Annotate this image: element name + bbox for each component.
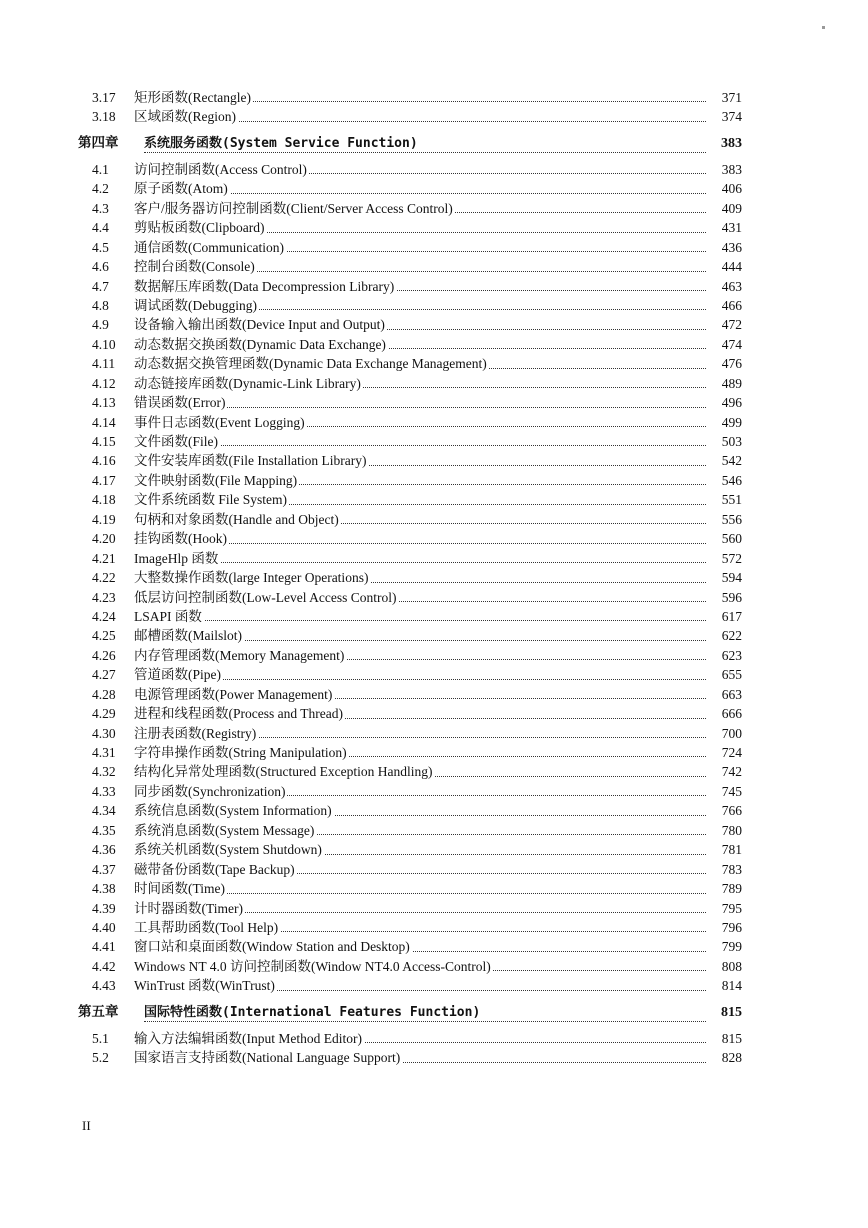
entry-title-wrap bbox=[134, 199, 706, 218]
entry-page-number: 724 bbox=[706, 743, 742, 762]
entry-title-wrap bbox=[134, 471, 706, 490]
section-number: 4.42 bbox=[92, 958, 116, 974]
entry-page-number: 560 bbox=[706, 529, 742, 548]
section-number: 4.36 bbox=[92, 842, 116, 858]
toc-section-entry bbox=[78, 743, 742, 762]
section-number: 4.23 bbox=[92, 589, 116, 605]
entry-title-wrap bbox=[134, 413, 706, 432]
section-number: 4.20 bbox=[92, 531, 116, 547]
entry-page-number: 466 bbox=[706, 296, 742, 315]
section-number: 5.2 bbox=[92, 1050, 109, 1066]
entry-page-number: 814 bbox=[706, 976, 742, 995]
entry-title-wrap bbox=[134, 762, 706, 781]
entry-title-wrap bbox=[134, 160, 706, 179]
toc-section-entry bbox=[78, 374, 742, 393]
entry-page-number: 742 bbox=[706, 762, 742, 781]
section-number: 4.33 bbox=[92, 783, 116, 799]
entry-page-number: 655 bbox=[706, 665, 742, 684]
dot-leader bbox=[134, 620, 706, 621]
entry-page-number: 799 bbox=[706, 937, 742, 956]
entry-title-wrap bbox=[134, 529, 706, 548]
entry-page-number: 431 bbox=[706, 218, 742, 237]
toc-section-entry bbox=[78, 1029, 742, 1048]
toc-section-entry bbox=[78, 315, 742, 334]
entry-title: 文件安装库函数(File Installation Library) bbox=[134, 453, 367, 469]
entry-title-wrap bbox=[134, 1048, 706, 1067]
section-number: 4.22 bbox=[92, 570, 116, 586]
dot-leader bbox=[144, 152, 706, 153]
toc-section-entry bbox=[78, 510, 742, 529]
entry-page-number: 828 bbox=[706, 1048, 742, 1067]
toc-section-entry bbox=[78, 160, 742, 179]
entry-title: 同步函数(Synchronization) bbox=[134, 783, 286, 799]
toc-section-entry bbox=[78, 179, 742, 198]
entry-title-wrap bbox=[134, 743, 706, 762]
section-number: 4.9 bbox=[92, 317, 109, 333]
entry-title: 设备输入输出函数(Device Input and Output) bbox=[134, 317, 385, 333]
section-number: 4.39 bbox=[92, 900, 116, 916]
entry-title-wrap bbox=[134, 607, 706, 626]
entry-title: 系统服务函数(System Service Function) bbox=[144, 135, 418, 151]
toc-section-entry bbox=[78, 393, 742, 412]
toc-section-entry bbox=[78, 918, 742, 937]
toc-section-entry bbox=[78, 724, 742, 743]
entry-page-number: 546 bbox=[706, 471, 742, 490]
entry-title: 系统信息函数(System Information) bbox=[134, 803, 332, 819]
toc-section-entry bbox=[78, 277, 742, 296]
entry-title-wrap bbox=[134, 957, 706, 976]
dot-leader bbox=[144, 1021, 706, 1022]
entry-page-number: 700 bbox=[706, 724, 742, 743]
section-number: 4.38 bbox=[92, 881, 116, 897]
entry-page-number: 596 bbox=[706, 588, 742, 607]
entry-page-number: 622 bbox=[706, 626, 742, 645]
chapter-number: 第四章 bbox=[78, 134, 119, 151]
entry-title: 管道函数(Pipe) bbox=[134, 667, 221, 683]
toc-section-entry bbox=[78, 257, 742, 276]
section-number: 4.21 bbox=[92, 550, 116, 566]
entry-title-wrap bbox=[134, 976, 706, 995]
toc-section-entry bbox=[78, 704, 742, 723]
entry-title: 通信函数(Communication) bbox=[134, 239, 284, 255]
entry-title: 输入方法编辑函数(Input Method Editor) bbox=[134, 1030, 362, 1046]
section-number: 4.24 bbox=[92, 608, 116, 624]
entry-title-wrap bbox=[134, 626, 706, 645]
toc-section-entry bbox=[78, 413, 742, 432]
scan-speck bbox=[822, 26, 825, 29]
toc-section-entry bbox=[78, 354, 742, 373]
entry-title-wrap bbox=[134, 238, 706, 257]
toc-section-entry bbox=[78, 665, 742, 684]
toc-section-entry bbox=[78, 432, 742, 451]
entry-page-number: 766 bbox=[706, 801, 742, 820]
entry-title-wrap bbox=[134, 821, 706, 840]
toc-chapter-entry bbox=[78, 998, 742, 1027]
section-number: 4.35 bbox=[92, 822, 116, 838]
entry-title: 系统消息函数(System Message) bbox=[134, 822, 315, 838]
section-number: 4.13 bbox=[92, 395, 116, 411]
entry-title: 时间函数(Time) bbox=[134, 881, 226, 897]
entry-title: 内存管理函数(Memory Management) bbox=[134, 647, 345, 663]
entry-title: 原子函数(Atom) bbox=[134, 181, 228, 197]
toc-section-entry bbox=[78, 685, 742, 704]
toc-section-entry bbox=[78, 529, 742, 548]
entry-title: 调试函数(Debugging) bbox=[134, 297, 257, 313]
entry-title: 文件系统函数 File System) bbox=[134, 492, 288, 508]
entry-title-wrap bbox=[134, 374, 706, 393]
entry-title: 系统关机函数(System Shutdown) bbox=[134, 842, 322, 858]
entry-page-number: 476 bbox=[706, 354, 742, 373]
entry-title: 磁带备份函数(Tape Backup) bbox=[134, 861, 295, 877]
toc-section-entry bbox=[78, 840, 742, 859]
entry-page-number: 374 bbox=[706, 107, 742, 126]
entry-title-wrap bbox=[134, 315, 706, 334]
entry-title-wrap bbox=[134, 549, 706, 568]
section-number: 4.5 bbox=[92, 239, 109, 255]
toc-section-entry bbox=[78, 335, 742, 354]
entry-title-wrap bbox=[134, 568, 706, 587]
entry-page-number: 781 bbox=[706, 840, 742, 859]
entry-page-number: 617 bbox=[706, 607, 742, 626]
entry-title: 文件函数(File) bbox=[134, 434, 218, 449]
toc-section-entry bbox=[78, 801, 742, 820]
entry-page-number: 780 bbox=[706, 821, 742, 840]
section-number: 4.31 bbox=[92, 745, 116, 760]
entry-page-number: 436 bbox=[706, 238, 742, 257]
toc-section-entry bbox=[78, 899, 742, 918]
entry-page-number: 472 bbox=[706, 315, 742, 334]
entry-page-number: 463 bbox=[706, 277, 742, 296]
entry-page-number: 556 bbox=[706, 510, 742, 529]
entry-title-wrap bbox=[134, 646, 706, 665]
entry-title-wrap bbox=[134, 432, 706, 451]
section-number: 4.11 bbox=[92, 356, 116, 372]
entry-page-number: 489 bbox=[706, 374, 742, 393]
toc-section-entry bbox=[78, 88, 742, 107]
section-number: 4.29 bbox=[92, 706, 116, 722]
section-number: 4.15 bbox=[92, 434, 116, 449]
entry-title: ImageHlp 函数 bbox=[134, 550, 219, 566]
entry-title: 访问控制函数(Access Control) bbox=[134, 161, 307, 177]
entry-title-wrap bbox=[134, 937, 706, 956]
section-number: 4.12 bbox=[92, 375, 116, 391]
entry-title: 句柄和对象函数(Handle and Object) bbox=[134, 511, 339, 527]
entry-title-wrap bbox=[134, 451, 706, 470]
section-number: 4.2 bbox=[92, 181, 109, 197]
entry-title-wrap bbox=[134, 218, 706, 237]
toc-section-entry bbox=[78, 588, 742, 607]
toc-section-entry bbox=[78, 762, 742, 781]
section-number: 4.4 bbox=[92, 220, 109, 236]
entry-title: 计时器函数(Timer) bbox=[134, 900, 244, 916]
entry-title: 字符串操作函数(String Manipulation) bbox=[134, 745, 347, 760]
toc-section-entry bbox=[78, 107, 742, 126]
section-number: 4.41 bbox=[92, 939, 116, 955]
entry-title: 注册表函数(Registry) bbox=[134, 725, 257, 741]
toc-section-entry bbox=[78, 1048, 742, 1067]
entry-page-number: 796 bbox=[706, 918, 742, 937]
toc-section-entry bbox=[78, 471, 742, 490]
toc-section-entry bbox=[78, 860, 742, 879]
toc-section-entry bbox=[78, 957, 742, 976]
entry-page-number: 503 bbox=[706, 432, 742, 451]
entry-page-number: 542 bbox=[706, 451, 742, 470]
entry-title-wrap bbox=[134, 782, 706, 801]
section-number: 4.30 bbox=[92, 725, 116, 741]
toc-section-entry bbox=[78, 626, 742, 645]
entry-title: 窗口站和桌面函数(Window Station and Desktop) bbox=[134, 939, 410, 955]
entry-title: Windows NT 4.0 访问控制函数(Window NT4.0 Access-Control) bbox=[134, 958, 491, 974]
entry-title-wrap bbox=[134, 257, 706, 276]
entry-title-wrap bbox=[134, 840, 706, 859]
entry-page-number: 444 bbox=[706, 257, 742, 276]
chapter-number: 第五章 bbox=[78, 1003, 119, 1020]
entry-title: 进程和线程函数(Process and Thread) bbox=[134, 706, 343, 722]
toc-section-entry bbox=[78, 568, 742, 587]
entry-page-number: 572 bbox=[706, 549, 742, 568]
entry-title: 剪贴板函数(Clipboard) bbox=[134, 220, 265, 236]
entry-title: LSAPI 函数 bbox=[134, 608, 202, 624]
entry-page-number: 789 bbox=[706, 879, 742, 898]
toc-section-entry bbox=[78, 238, 742, 257]
entry-title-wrap bbox=[134, 107, 706, 126]
entry-title-wrap bbox=[134, 335, 706, 354]
entry-page-number: 815 bbox=[706, 998, 742, 1027]
section-number: 4.7 bbox=[92, 278, 109, 294]
entry-page-number: 496 bbox=[706, 393, 742, 412]
toc-section-entry bbox=[78, 199, 742, 218]
toc-section-entry bbox=[78, 549, 742, 568]
entry-page-number: 499 bbox=[706, 413, 742, 432]
entry-title: 事件日志函数(Event Logging) bbox=[134, 414, 305, 430]
entry-title-wrap bbox=[134, 860, 706, 879]
section-number: 4.26 bbox=[92, 647, 116, 663]
toc-section-entry bbox=[78, 782, 742, 801]
entry-title-wrap bbox=[134, 88, 706, 107]
toc-section-entry bbox=[78, 879, 742, 898]
section-number: 4.25 bbox=[92, 628, 116, 644]
entry-title-wrap bbox=[144, 998, 706, 1027]
entry-title: 数据解压库函数(Data Decompression Library) bbox=[134, 278, 395, 294]
entry-page-number: 551 bbox=[706, 490, 742, 509]
entry-title: WinTrust 函数(WinTrust) bbox=[134, 978, 275, 994]
entry-title: 挂钩函数(Hook) bbox=[134, 531, 227, 547]
toc-section-entry bbox=[78, 607, 742, 626]
entry-page-number: 383 bbox=[706, 129, 742, 158]
page-number: II bbox=[82, 1118, 91, 1133]
section-number: 4.8 bbox=[92, 297, 109, 313]
entry-title: 错误函数(Error) bbox=[134, 395, 226, 411]
toc-section-entry bbox=[78, 218, 742, 237]
toc-section-entry bbox=[78, 646, 742, 665]
entry-title-wrap bbox=[134, 704, 706, 723]
section-number: 4.3 bbox=[92, 200, 109, 216]
entry-title-wrap bbox=[134, 179, 706, 198]
section-number: 4.43 bbox=[92, 978, 116, 994]
section-number: 4.27 bbox=[92, 667, 116, 683]
entry-page-number: 383 bbox=[706, 160, 742, 179]
entry-page-number: 783 bbox=[706, 860, 742, 879]
table-of-contents bbox=[78, 88, 742, 1068]
section-number: 3.17 bbox=[92, 90, 116, 105]
section-number: 4.37 bbox=[92, 861, 116, 877]
toc-chapter-entry bbox=[78, 129, 742, 158]
entry-title: 动态数据交换函数(Dynamic Data Exchange) bbox=[134, 336, 386, 352]
entry-title: 控制台函数(Console) bbox=[134, 259, 255, 275]
entry-title: 区域函数(Region) bbox=[134, 109, 236, 125]
toc-section-entry bbox=[78, 821, 742, 840]
section-number: 4.19 bbox=[92, 511, 116, 527]
entry-title-wrap bbox=[134, 918, 706, 937]
entry-title-wrap bbox=[134, 899, 706, 918]
entry-title: 工具帮助函数(Tool Help) bbox=[134, 919, 279, 935]
entry-title-wrap bbox=[134, 685, 706, 704]
entry-title-wrap bbox=[134, 801, 706, 820]
entry-title-wrap bbox=[134, 296, 706, 315]
entry-page-number: 594 bbox=[706, 568, 742, 587]
toc-section-entry bbox=[78, 976, 742, 995]
entry-page-number: 815 bbox=[706, 1029, 742, 1048]
entry-title: 矩形函数(Rectangle) bbox=[134, 90, 251, 105]
section-number: 4.17 bbox=[92, 472, 116, 488]
entry-title: 客户/服务器访问控制函数(Client/Server Access Control) bbox=[134, 200, 453, 216]
toc-section-entry bbox=[78, 490, 742, 509]
entry-title-wrap bbox=[134, 879, 706, 898]
entry-title-wrap bbox=[134, 393, 706, 412]
entry-title-wrap bbox=[134, 277, 706, 296]
section-number: 4.18 bbox=[92, 492, 116, 508]
entry-title: 文件映射函数(File Mapping) bbox=[134, 472, 298, 488]
entry-title: 结构化异常处理函数(Structured Exception Handling) bbox=[134, 764, 433, 780]
section-number: 4.1 bbox=[92, 161, 109, 177]
entry-page-number: 623 bbox=[706, 646, 742, 665]
entry-title: 电源管理函数(Power Management) bbox=[134, 686, 333, 702]
entry-title-wrap bbox=[134, 1029, 706, 1048]
entry-title-wrap bbox=[134, 354, 706, 373]
entry-title-wrap bbox=[144, 129, 706, 158]
entry-title-wrap bbox=[134, 490, 706, 509]
toc-section-entry bbox=[78, 451, 742, 470]
entry-page-number: 474 bbox=[706, 335, 742, 354]
entry-title-wrap bbox=[134, 665, 706, 684]
section-number: 4.6 bbox=[92, 259, 109, 275]
entry-page-number: 808 bbox=[706, 957, 742, 976]
entry-title: 邮槽函数(Mailslot) bbox=[134, 628, 242, 644]
section-number: 3.18 bbox=[92, 109, 116, 125]
section-number: 5.1 bbox=[92, 1030, 109, 1046]
toc-section-entry bbox=[78, 296, 742, 315]
entry-title: 国家语言支持函数(National Language Support) bbox=[134, 1050, 401, 1066]
entry-page-number: 371 bbox=[706, 88, 742, 107]
section-number: 4.34 bbox=[92, 803, 116, 819]
section-number: 4.16 bbox=[92, 453, 116, 469]
entry-page-number: 666 bbox=[706, 704, 742, 723]
entry-title: 动态数据交换管理函数(Dynamic Data Exchange Management) bbox=[134, 356, 487, 372]
entry-page-number: 406 bbox=[706, 179, 742, 198]
entry-title: 动态链接库函数(Dynamic-Link Library) bbox=[134, 375, 361, 391]
entry-title: 国际特性函数(International Features Function) bbox=[144, 1004, 481, 1020]
entry-page-number: 795 bbox=[706, 899, 742, 918]
entry-page-number: 663 bbox=[706, 685, 742, 704]
entry-title: 低层访问控制函数(Low-Level Access Control) bbox=[134, 589, 397, 605]
section-number: 4.14 bbox=[92, 414, 116, 430]
section-number: 4.32 bbox=[92, 764, 116, 780]
entry-page-number: 745 bbox=[706, 782, 742, 801]
entry-title: 大整数操作函数(large Integer Operations) bbox=[134, 570, 369, 586]
entry-page-number: 409 bbox=[706, 199, 742, 218]
entry-title-wrap bbox=[134, 510, 706, 529]
section-number: 4.10 bbox=[92, 336, 116, 352]
section-number: 4.40 bbox=[92, 919, 116, 935]
toc-section-entry bbox=[78, 937, 742, 956]
section-number: 4.28 bbox=[92, 686, 116, 702]
entry-title-wrap bbox=[134, 724, 706, 743]
entry-title-wrap bbox=[134, 588, 706, 607]
